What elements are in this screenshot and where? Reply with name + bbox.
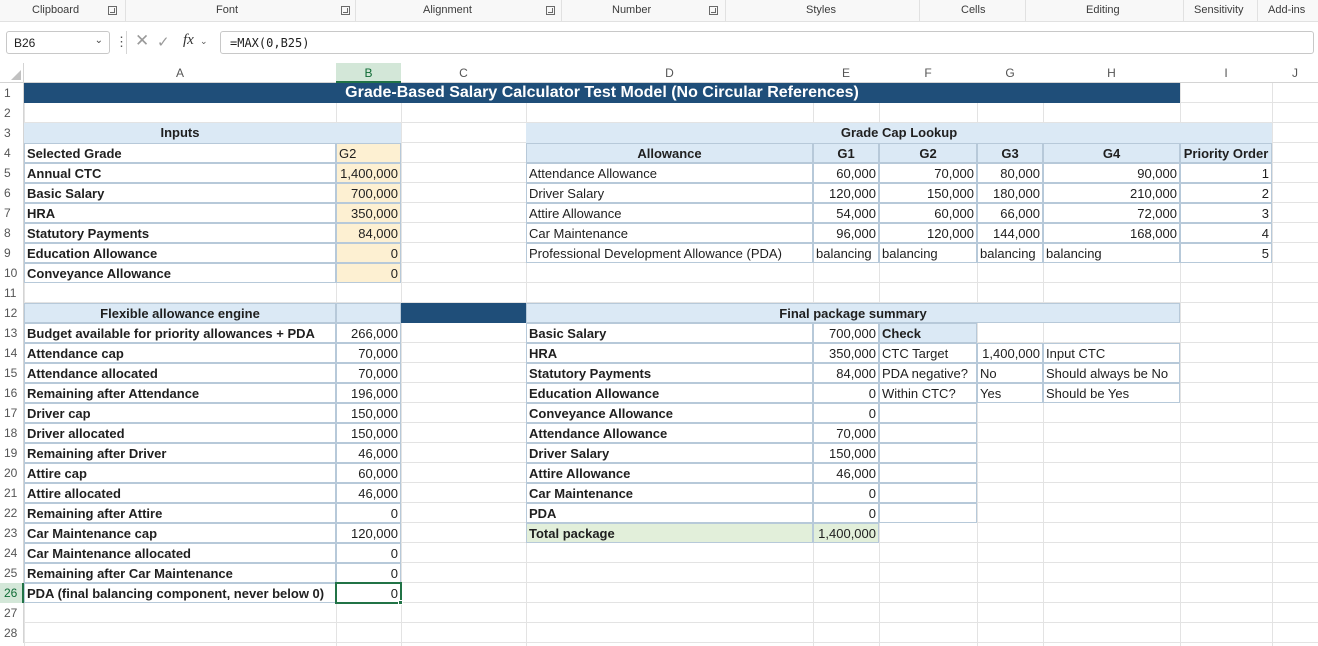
engine-header[interactable]: Flexible allowance engine <box>24 303 336 323</box>
row-header-19[interactable]: 19 <box>0 443 24 463</box>
check-note[interactable]: Should always be No <box>1043 363 1180 383</box>
engine-value[interactable]: 120,000 <box>336 523 401 543</box>
row-header-3[interactable]: 3 <box>0 123 24 143</box>
row-header-18[interactable]: 18 <box>0 423 24 443</box>
summary-value[interactable]: 150,000 <box>813 443 879 463</box>
grade-cap-cell[interactable]: Attendance Allowance <box>526 163 813 183</box>
row-header-12[interactable]: 12 <box>0 303 24 323</box>
engine-value[interactable]: 70,000 <box>336 363 401 383</box>
row-header-21[interactable]: 21 <box>0 483 24 503</box>
summary-label[interactable]: Attire Allowance <box>526 463 813 483</box>
formula-bar <box>0 28 1318 58</box>
summary-value[interactable]: 70,000 <box>813 423 879 443</box>
row-header-25[interactable]: 25 <box>0 563 24 583</box>
check-value[interactable]: 1,400,000 <box>977 343 1043 363</box>
font-dialog-launcher-icon[interactable] <box>341 6 350 15</box>
grade-cap-column-header[interactable]: Priority Order <box>1180 143 1272 163</box>
engine-header-fill[interactable] <box>336 303 401 323</box>
grade-cap-cell[interactable]: balancing <box>813 243 879 263</box>
chevron-down-icon[interactable]: ⌄ <box>200 36 208 46</box>
grade-cap-cell[interactable]: balancing <box>977 243 1043 263</box>
row-header-15[interactable]: 15 <box>0 363 24 383</box>
grade-cap-cell[interactable]: 96,000 <box>813 223 879 243</box>
engine-label[interactable]: Driver allocated <box>24 423 336 443</box>
check-note[interactable]: Should be Yes <box>1043 383 1180 403</box>
grade-cap-column-header[interactable]: G4 <box>1043 143 1180 163</box>
engine-value[interactable]: 0 <box>336 543 401 563</box>
row-header-17[interactable]: 17 <box>0 403 24 423</box>
summary-label[interactable]: Attendance Allowance <box>526 423 813 443</box>
row-header-20[interactable]: 20 <box>0 463 24 483</box>
row-header-16[interactable]: 16 <box>0 383 24 403</box>
check-note[interactable]: Input CTC <box>1043 343 1180 363</box>
ribbon-group-styles <box>726 0 920 22</box>
grade-cap-cell[interactable]: balancing <box>1043 243 1180 263</box>
column-header-f[interactable]: F <box>879 63 977 83</box>
summary-label[interactable]: Conveyance Allowance <box>526 403 813 423</box>
summary-value[interactable]: 0 <box>813 503 879 523</box>
engine-value[interactable]: 46,000 <box>336 483 401 503</box>
engine-value[interactable]: 196,000 <box>336 383 401 403</box>
input-value[interactable]: 0 <box>336 263 401 283</box>
divider-fill[interactable] <box>401 303 526 323</box>
ribbon-group-label: Cells <box>961 4 986 16</box>
column-header-d[interactable]: D <box>526 63 813 83</box>
grade-cap-cell[interactable]: 54,000 <box>813 203 879 223</box>
summary-empty-cell[interactable] <box>879 503 977 523</box>
clipboard-dialog-launcher-icon[interactable] <box>108 6 117 15</box>
ribbon-group-label: Clipboard <box>32 4 80 16</box>
summary-empty-cell[interactable] <box>879 403 977 423</box>
ribbon-group-label: Number <box>612 4 652 16</box>
select-all-corner[interactable] <box>0 63 24 83</box>
grade-cap-cell[interactable]: 72,000 <box>1043 203 1180 223</box>
grade-cap-cell[interactable]: 2 <box>1180 183 1272 203</box>
insert-function-icon[interactable]: fx <box>183 32 194 48</box>
grade-cap-cell[interactable]: Driver Salary <box>526 183 813 203</box>
row-header-8[interactable]: 8 <box>0 223 24 243</box>
grade-cap-cell[interactable]: 168,000 <box>1043 223 1180 243</box>
grade-cap-cell[interactable]: balancing <box>879 243 977 263</box>
cancel-icon[interactable]: ✕ <box>135 31 150 50</box>
row-header-1[interactable]: 1 <box>0 83 24 103</box>
engine-label[interactable]: Car Maintenance cap <box>24 523 336 543</box>
row-header-22[interactable]: 22 <box>0 503 24 523</box>
ribbon-group-addins <box>1258 0 1318 22</box>
engine-value[interactable]: 0 <box>336 503 401 523</box>
sheet-title[interactable]: Grade-Based Salary Calculator Test Model (No Circular References) <box>24 83 1180 103</box>
summary-empty-cell[interactable] <box>879 443 977 463</box>
input-value[interactable]: 700,000 <box>336 183 401 203</box>
column-header-b[interactable]: B <box>336 63 401 83</box>
input-value[interactable]: 84,000 <box>336 223 401 243</box>
grade-cap-cell[interactable]: 60,000 <box>879 203 977 223</box>
alignment-dialog-launcher-icon[interactable] <box>546 6 555 15</box>
summary-value[interactable]: 1,400,000 <box>813 523 879 543</box>
formula-input[interactable]: =MAX(0,B25) <box>220 31 1314 54</box>
row-header-26[interactable]: 26 <box>0 583 24 603</box>
check-value[interactable]: No <box>977 363 1043 383</box>
summary-header[interactable]: Final package summary <box>526 303 1180 323</box>
gridline <box>24 642 1318 643</box>
summary-label[interactable]: Statutory Payments <box>526 363 813 383</box>
input-label[interactable]: Conveyance Allowance <box>24 263 336 283</box>
ribbon-group-font <box>126 0 356 22</box>
name-box-value: B26 <box>14 36 36 50</box>
summary-label[interactable]: Driver Salary <box>526 443 813 463</box>
grade-cap-cell[interactable]: Attire Allowance <box>526 203 813 223</box>
engine-label[interactable]: Remaining after Car Maintenance <box>24 563 336 583</box>
summary-value[interactable]: 350,000 <box>813 343 879 363</box>
grade-cap-cell[interactable]: 80,000 <box>977 163 1043 183</box>
summary-value[interactable]: 0 <box>813 403 879 423</box>
more-options-icon[interactable]: ⋮ <box>115 34 128 49</box>
column-header-c[interactable]: C <box>401 63 526 83</box>
summary-empty-cell[interactable] <box>879 423 977 443</box>
engine-value[interactable]: 150,000 <box>336 403 401 423</box>
inputs-header-fill[interactable] <box>336 123 401 143</box>
grade-cap-cell[interactable]: 5 <box>1180 243 1272 263</box>
row-header-6[interactable]: 6 <box>0 183 24 203</box>
input-value[interactable]: 1,400,000 <box>336 163 401 183</box>
row-header-5[interactable]: 5 <box>0 163 24 183</box>
summary-value[interactable]: 46,000 <box>813 463 879 483</box>
summary-label[interactable]: Car Maintenance <box>526 483 813 503</box>
summary-empty-cell[interactable] <box>879 463 977 483</box>
fill-handle[interactable] <box>398 600 403 605</box>
row-header-13[interactable]: 13 <box>0 323 24 343</box>
engine-value[interactable]: 150,000 <box>336 423 401 443</box>
row-header-4[interactable]: 4 <box>0 143 24 163</box>
engine-label[interactable]: Attendance allocated <box>24 363 336 383</box>
summary-value[interactable]: 0 <box>813 483 879 503</box>
summary-empty-cell[interactable] <box>879 483 977 503</box>
check-header[interactable]: Check <box>879 323 977 343</box>
engine-value[interactable]: 70,000 <box>336 343 401 363</box>
grade-cap-cell[interactable]: 1 <box>1180 163 1272 183</box>
input-label[interactable]: Selected Grade <box>24 143 336 163</box>
engine-value[interactable]: 60,000 <box>336 463 401 483</box>
column-header-i[interactable]: I <box>1180 63 1272 83</box>
grade-cap-cell[interactable]: 66,000 <box>977 203 1043 223</box>
number-dialog-launcher-icon[interactable] <box>709 6 718 15</box>
engine-value[interactable]: 46,000 <box>336 443 401 463</box>
engine-value[interactable]: 266,000 <box>336 323 401 343</box>
engine-label[interactable]: Driver cap <box>24 403 336 423</box>
ribbon-group-editing <box>1026 0 1184 22</box>
grade-cap-column-header[interactable]: G1 <box>813 143 879 163</box>
check-label[interactable]: Within CTC? <box>879 383 977 403</box>
row-header-7[interactable]: 7 <box>0 203 24 223</box>
column-header-e[interactable]: E <box>813 63 879 83</box>
input-value[interactable]: G2 <box>336 143 401 163</box>
grade-cap-cell[interactable]: 3 <box>1180 203 1272 223</box>
name-box[interactable] <box>6 31 110 54</box>
grade-cap-column-header[interactable]: Allowance <box>526 143 813 163</box>
engine-value[interactable]: 0 <box>336 563 401 583</box>
ribbon-group-cells <box>920 0 1026 22</box>
input-label[interactable]: Education Allowance <box>24 243 336 263</box>
check-value[interactable]: Yes <box>977 383 1043 403</box>
row-header-27[interactable]: 27 <box>0 603 24 623</box>
ribbon-group-number <box>562 0 726 22</box>
ribbon-group-sensitivity <box>1184 0 1258 22</box>
row-header-28[interactable]: 28 <box>0 623 24 643</box>
row-header-10[interactable]: 10 <box>0 263 24 283</box>
input-label[interactable]: Statutory Payments <box>24 223 336 243</box>
ribbon-group-label: Alignment <box>423 4 472 16</box>
grade-cap-column-header[interactable]: G2 <box>879 143 977 163</box>
row-header-23[interactable]: 23 <box>0 523 24 543</box>
summary-label[interactable]: Total package <box>526 523 813 543</box>
summary-value[interactable]: 0 <box>813 383 879 403</box>
ribbon-group-labels <box>0 0 1318 22</box>
column-header-a[interactable]: A <box>24 63 336 83</box>
input-label[interactable]: Annual CTC <box>24 163 336 183</box>
summary-label[interactable]: Education Allowance <box>526 383 813 403</box>
chevron-down-icon[interactable]: ⌄ <box>94 35 103 46</box>
row-header-14[interactable]: 14 <box>0 343 24 363</box>
engine-label[interactable]: Attire allocated <box>24 483 336 503</box>
input-label[interactable]: HRA <box>24 203 336 223</box>
grade-cap-cell[interactable]: 70,000 <box>879 163 977 183</box>
gridline <box>24 622 1318 623</box>
ribbon-group-label: Sensitivity <box>1194 4 1244 16</box>
summary-label[interactable]: Basic Salary <box>526 323 813 343</box>
engine-value[interactable]: 0 <box>336 583 401 603</box>
engine-label[interactable]: Remaining after Attire <box>24 503 336 523</box>
ribbon-group-label: Styles <box>806 4 836 16</box>
summary-value[interactable]: 700,000 <box>813 323 879 343</box>
ribbon-group-label: Editing <box>1086 4 1120 16</box>
column-header-h[interactable]: H <box>1043 63 1180 83</box>
input-value[interactable]: 0 <box>336 243 401 263</box>
column-header-g[interactable]: G <box>977 63 1043 83</box>
ribbon-group-clipboard <box>0 0 126 22</box>
ribbon-group-alignment <box>356 0 562 22</box>
ribbon-group-label: Add-ins <box>1268 4 1306 16</box>
column-header-j[interactable]: J <box>1272 63 1318 83</box>
grade-cap-cell[interactable]: 144,000 <box>977 223 1043 243</box>
row-header-9[interactable]: 9 <box>0 243 24 263</box>
row-header-2[interactable]: 2 <box>0 103 24 123</box>
row-header-11[interactable]: 11 <box>0 283 24 303</box>
summary-label[interactable]: HRA <box>526 343 813 363</box>
row-header-24[interactable]: 24 <box>0 543 24 563</box>
grade-cap-header[interactable]: Grade Cap Lookup <box>526 123 1272 143</box>
input-value[interactable]: 350,000 <box>336 203 401 223</box>
grade-cap-cell[interactable]: Car Maintenance <box>526 223 813 243</box>
inputs-header[interactable]: Inputs <box>24 123 336 143</box>
enter-check-icon[interactable]: ✓ <box>157 34 170 51</box>
engine-label[interactable]: PDA (final balancing component, never below 0) <box>24 583 336 603</box>
check-header-spacer[interactable] <box>977 323 1180 343</box>
grade-cap-column-header[interactable]: G3 <box>977 143 1043 163</box>
active-cell-b26[interactable] <box>335 582 402 604</box>
grade-cap-cell[interactable]: 210,000 <box>1043 183 1180 203</box>
check-label[interactable]: CTC Target <box>879 343 977 363</box>
grade-cap-cell[interactable]: 60,000 <box>813 163 879 183</box>
engine-label[interactable]: Remaining after Driver <box>24 443 336 463</box>
summary-value[interactable]: 84,000 <box>813 363 879 383</box>
grade-cap-cell[interactable]: 150,000 <box>879 183 977 203</box>
grade-cap-cell[interactable]: 4 <box>1180 223 1272 243</box>
engine-label[interactable]: Attire cap <box>24 463 336 483</box>
grade-cap-cell[interactable]: 120,000 <box>813 183 879 203</box>
grade-cap-cell[interactable]: 180,000 <box>977 183 1043 203</box>
grade-cap-cell[interactable]: 120,000 <box>879 223 977 243</box>
input-label[interactable]: Basic Salary <box>24 183 336 203</box>
check-label[interactable]: PDA negative? <box>879 363 977 383</box>
formula-bar-controls <box>126 31 216 54</box>
engine-label[interactable]: Budget available for priority allowances + PDA <box>24 323 336 343</box>
grade-cap-cell[interactable]: Professional Development Allowance (PDA) <box>526 243 813 263</box>
ribbon-group-label: Font <box>216 4 239 16</box>
grade-cap-cell[interactable]: 90,000 <box>1043 163 1180 183</box>
engine-label[interactable]: Attendance cap <box>24 343 336 363</box>
engine-label[interactable]: Car Maintenance allocated <box>24 543 336 563</box>
engine-label[interactable]: Remaining after Attendance <box>24 383 336 403</box>
summary-label[interactable]: PDA <box>526 503 813 523</box>
